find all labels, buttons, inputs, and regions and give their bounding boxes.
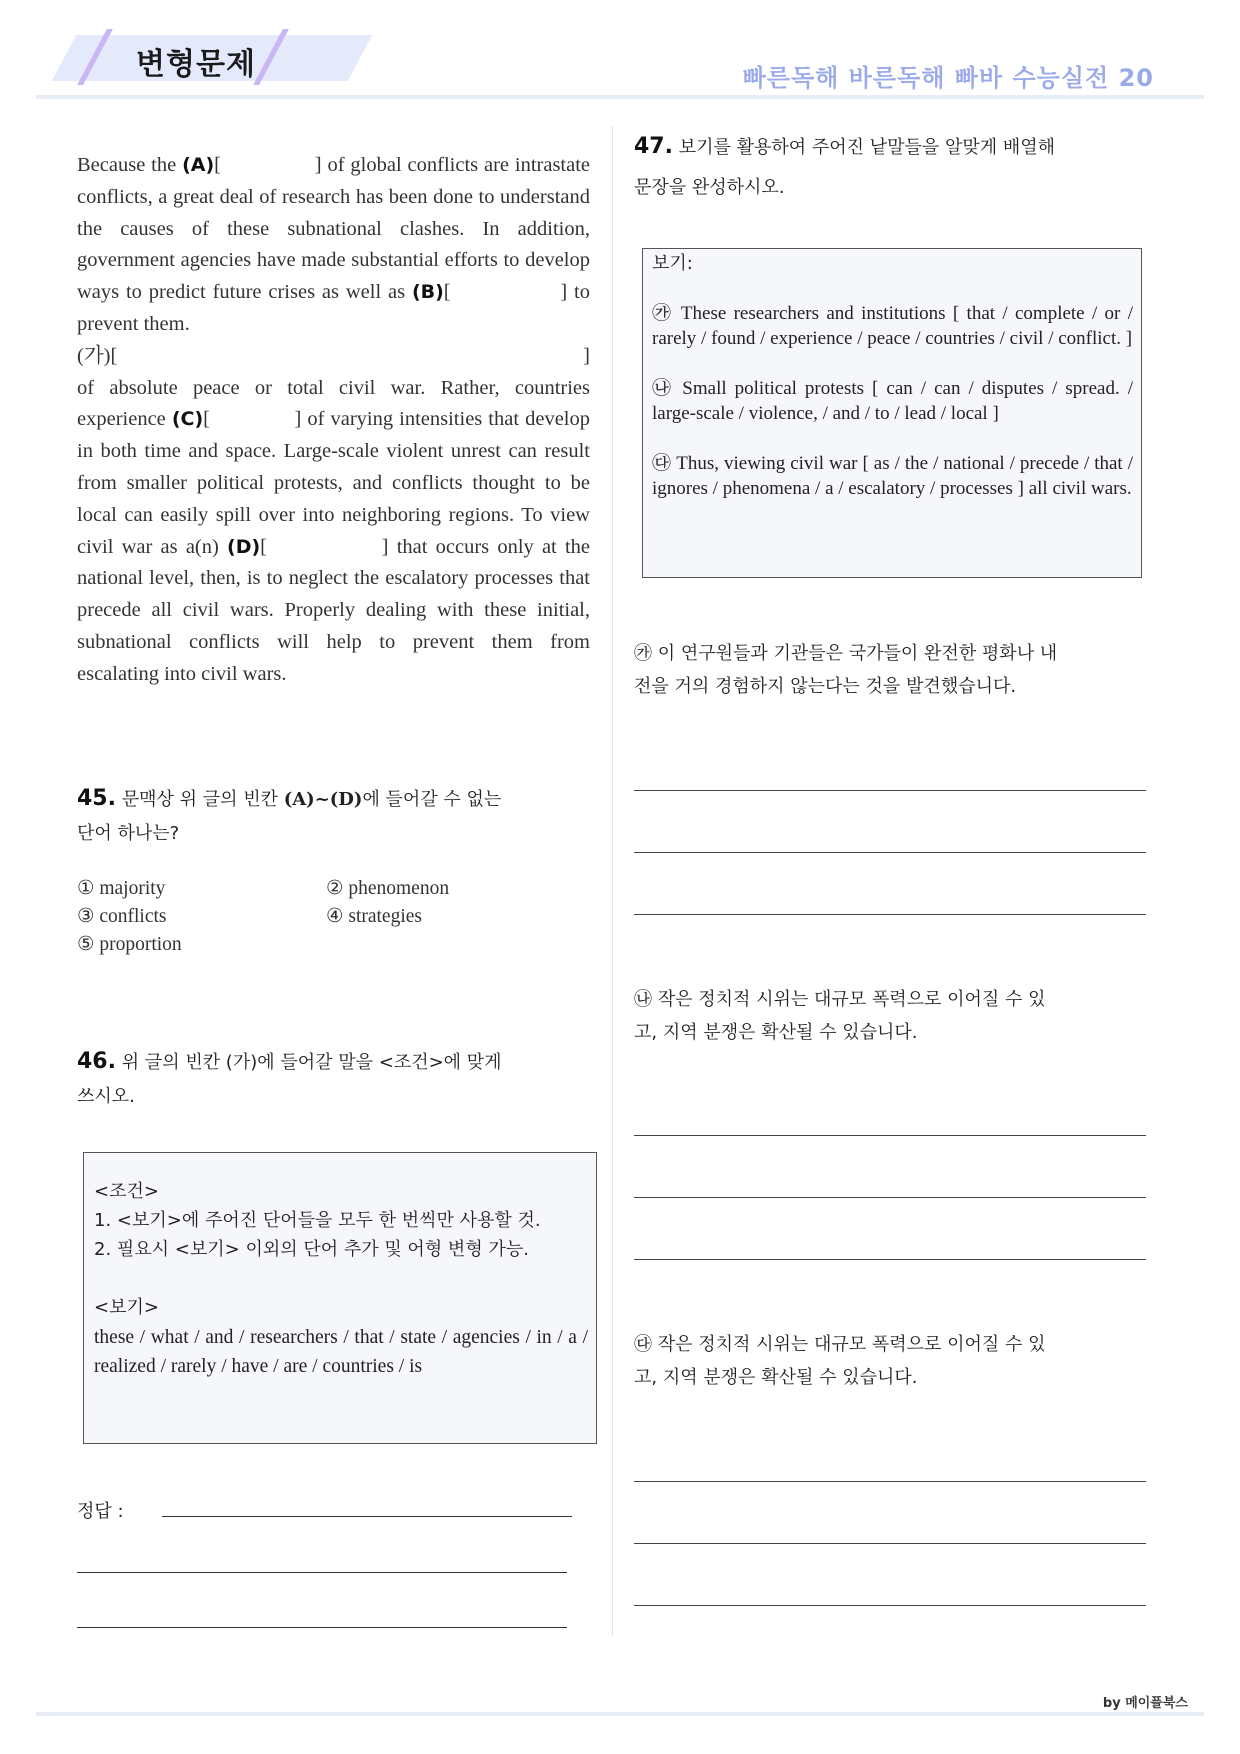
answer-line-da-2[interactable] [634,1543,1146,1544]
answer-line-2[interactable] [77,1572,567,1573]
condition-1: 1. <보기>에 주어진 단어들을 모두 한 번씩만 사용할 것. [94,1210,541,1231]
answer-label: 정답 : [77,1501,124,1522]
answer-line-na-1[interactable] [634,1135,1146,1136]
bogi-title: <보기> [94,1297,159,1318]
choice-4[interactable]: ④ strategies [326,906,422,927]
header-rule [36,95,1204,99]
answer-line-na-2[interactable] [634,1197,1146,1198]
example-label: 보기: [652,253,693,274]
question-47: 47. 보기를 활용하여 주어진 낱말들을 알맞게 배열해 문장을 완성하시오. [634,134,1056,198]
condition-title: <조건> [94,1181,159,1202]
korean-prompt-3: ㉰ 작은 정치적 시위는 대규모 폭력으로 이어질 수 있 고, 지역 분쟁은 확산될 수 있습니다. [634,1334,1046,1388]
blank-c-marker: (C) [171,408,204,431]
condition-2: 2. 필요시 <보기> 이외의 단어 추가 및 어형 변형 가능. [94,1239,529,1260]
answer-line-ga-3[interactable] [634,914,1146,915]
example-item-3: ㉰ Thus, viewing civil war [ as / the / national / precede / that / ignores / phenomena / a / escalatory / processes ] all civil wars. [652,452,1133,499]
choice-5[interactable]: ⑤ proportion [77,934,182,955]
condition-box [83,1152,597,1444]
reading-passage: Because the (A)[ ] of global conflicts are intrastate conflicts, a great deal of research has been done to understand the causes of these subnational clashes. In addition, government agencies have made substantial efforts to develop ways to predict future crises as well as (B)[ ] to prevent them. (가)[ ] of absolute peace or total civil war. Rather, countries experience (C)[ ] of varying intensities that develop in both time and space. Large-scale violent unrest can result from smaller political protests, and conflicts thought to be local can easily spill over into neighboring regions. To view civil war as a(n) (D)[ ] that occurs only at the national level, then, is to neglect the escalatory processes that precede all civil wars. Properly dealing with these initial, subnational conflicts will help to prevent them from escalating into civil wars. [77,154,596,685]
korean-prompt-2: ㉯ 작은 정치적 시위는 대규모 폭력으로 이어질 수 있 고, 지역 분쟁은 확산될 수 있습니다. [634,989,1046,1043]
blank-d-marker: (D) [227,535,261,558]
question-46: 46. 위 글의 빈칸 (가)에 들어갈 말을 <조건>에 맞게 쓰시오. [77,1049,502,1107]
blank-b-marker: (B) [411,281,444,304]
answer-line-da-3[interactable] [634,1605,1146,1606]
page-title: 변형문제 [136,47,256,82]
answer-line-na-3[interactable] [634,1259,1146,1260]
choice-3[interactable]: ③ conflicts [77,906,167,927]
series-title: 빠른독해 바른독해 빠바 수능실전 20 [742,64,1154,92]
blank-a-marker: (A) [182,154,215,176]
choice-2[interactable]: ② phenomenon [326,878,450,899]
footer-rule [36,1712,1204,1716]
column-divider [612,126,613,1636]
answer-line-3[interactable] [77,1627,567,1628]
question-45: 45. 문맥상 위 글의 빈칸 (A)~(D)에 들어갈 수 없는 단어 하나는? [77,786,502,844]
blank-ga-line: (가)[ ] [77,344,590,367]
answer-line-da-1[interactable] [634,1481,1146,1482]
example-item-2: ㉯ Small political protests [ can / can / disputes / spread. / large-scale / violence, / and / to / lead / local ] [652,377,1133,424]
example-box [642,248,1142,578]
example-item-1: ㉮ These researchers and institutions [ that / complete / or / rarely / found / experience / peace / countries / civil / conflict. ] [652,302,1133,349]
choice-1[interactable]: ① majority [77,878,166,899]
bogi-words: these / what / and / researchers / that / state / agencies / in / a / realized / rarely / have / are / countries / is [94,1327,588,1377]
answer-line-ga-1[interactable] [634,790,1146,791]
korean-prompt-1: ㉮ 이 연구원들과 기관들은 국가들이 완전한 평화나 내 전을 거의 경험하지 않는다는 것을 발견했습니다. [634,643,1058,697]
publisher-credit: by 메이플북스 [1102,1696,1188,1711]
answer-line-1[interactable] [162,1516,572,1517]
answer-line-ga-2[interactable] [634,852,1146,853]
